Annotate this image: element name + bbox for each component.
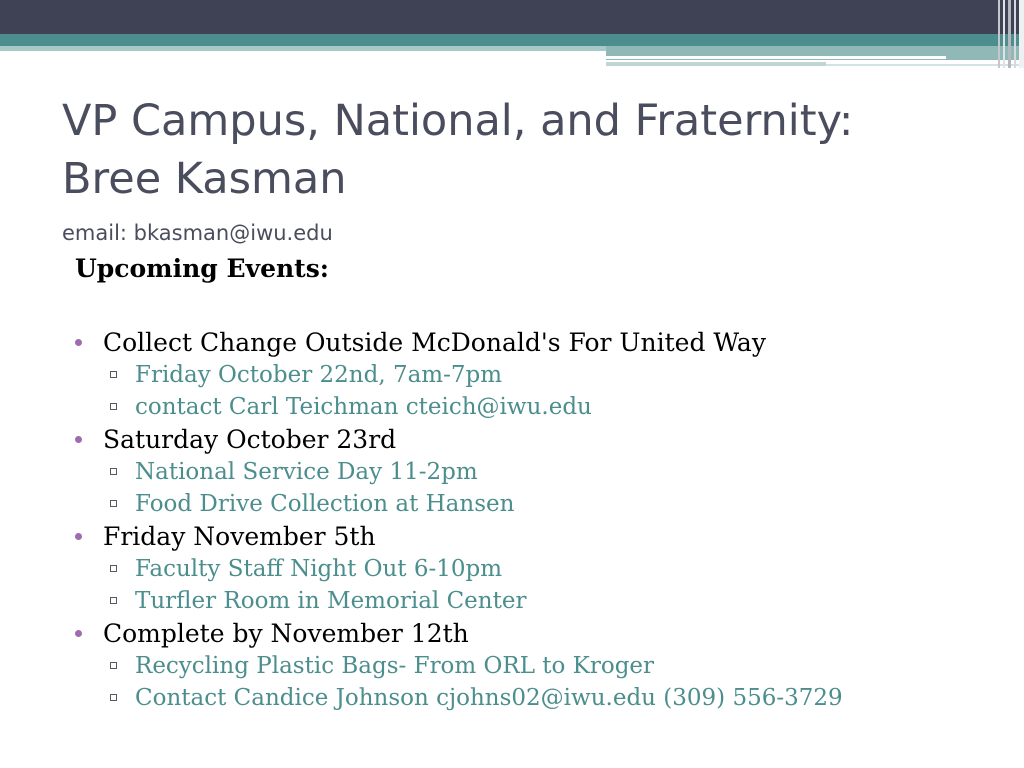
square-bullet-icon (110, 565, 117, 572)
event-detail-text: Food Drive Collection at Hansen (135, 491, 515, 517)
event-detail-text: Friday October 22nd, 7am-7pm (135, 362, 503, 388)
header-band-light (0, 46, 606, 51)
square-bullet-icon (110, 468, 117, 475)
event-detail (103, 391, 995, 423)
event-label: Complete by November 12th (103, 619, 469, 648)
events-list (75, 326, 995, 714)
square-bullet-icon (110, 371, 117, 378)
event-item (75, 326, 995, 423)
event-label: Friday November 5th (103, 522, 376, 551)
title-line-1: VP Campus, National, and Fraternity: (62, 96, 854, 146)
event-details (103, 553, 995, 617)
corner-stripe (1003, 0, 1005, 68)
event-detail-text: contact Carl Teichman cteich@iwu.edu (135, 394, 592, 420)
bullet-dot-icon (75, 436, 82, 443)
event-detail (103, 682, 995, 714)
square-bullet-icon (110, 662, 117, 669)
corner-stripe (1019, 0, 1024, 68)
corner-stripe (1008, 0, 1011, 68)
title-email: email: bkasman@iwu.edu (62, 221, 333, 245)
events-heading: Upcoming Events: (75, 254, 330, 283)
event-item (75, 520, 995, 617)
corner-stripe (998, 0, 1000, 68)
header-band-line (606, 56, 946, 59)
event-item (75, 423, 995, 520)
square-bullet-icon (110, 597, 117, 604)
header-band-line (606, 62, 826, 66)
event-item (75, 617, 995, 714)
slide-body (75, 252, 995, 714)
event-detail (103, 553, 995, 585)
event-detail (103, 488, 995, 520)
event-detail-text: Faculty Staff Night Out 6-10pm (135, 556, 503, 582)
header-band-teal (0, 34, 1024, 46)
event-detail-text: Contact Candice Johnson cjohns02@iwu.edu (309) 556-3729 (135, 685, 843, 711)
bullet-dot-icon (75, 630, 82, 637)
event-detail-text: Recycling Plastic Bags- From ORL to Kroger (135, 653, 655, 679)
header-band-dark (0, 0, 1024, 34)
bullet-dot-icon (75, 339, 82, 346)
bullet-dot-icon (75, 533, 82, 540)
event-label: Collect Change Outside McDonald's For United Way (103, 328, 766, 357)
corner-stripes (994, 0, 1024, 68)
square-bullet-icon (110, 403, 117, 410)
square-bullet-icon (110, 500, 117, 507)
event-details (103, 359, 995, 423)
corner-stripe (1014, 0, 1016, 68)
event-label: Saturday October 23rd (103, 425, 397, 454)
title-line-2: Bree Kasman (62, 154, 347, 204)
event-detail (103, 359, 995, 391)
slide-title (62, 92, 962, 208)
event-details (103, 456, 995, 520)
square-bullet-icon (110, 694, 117, 701)
event-detail (103, 585, 995, 617)
event-details (103, 650, 995, 714)
spacer (75, 286, 995, 326)
event-detail-text: Turfler Room in Memorial Center (135, 588, 527, 614)
event-detail-text: National Service Day 11-2pm (135, 459, 478, 485)
event-detail (103, 456, 995, 488)
event-detail (103, 650, 995, 682)
